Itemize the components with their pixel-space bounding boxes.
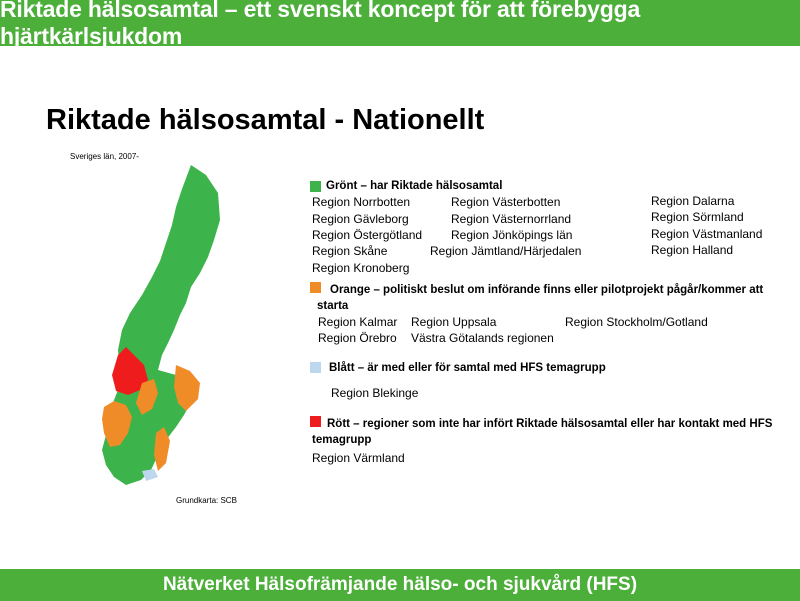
footer-banner: [0, 569, 800, 601]
region-name: Region Kalmar: [318, 315, 398, 329]
legend-red-label-cont: temagrupp: [312, 434, 372, 446]
slide-title: Riktade hälsosamtal - Nationellt: [46, 104, 485, 136]
region-name: Region Örebro: [318, 331, 397, 345]
sweden-map: [96, 165, 236, 505]
region-name: Region Västernorrland: [451, 212, 572, 226]
region-name: Region Norrbotten: [312, 195, 411, 209]
region-name: Region Blekinge: [331, 386, 419, 400]
legend-orange-label-cont: starta: [317, 300, 349, 312]
legend-orange-label: Orange – politiskt beslut om införande finns eller pilotprojekt pågår/kommer att: [330, 284, 764, 296]
region-name: Region Jönköpings län: [451, 228, 573, 242]
map-region-blekinge: [142, 469, 158, 481]
header-banner: [0, 0, 800, 49]
legend-green-swatch: [310, 181, 321, 192]
map-credit: Grundkarta: SCB: [176, 496, 237, 505]
region-name: Region Västerbotten: [451, 195, 561, 209]
region-name: Region Kronoberg: [312, 261, 410, 275]
region-name: Västra Götalands regionen: [411, 331, 554, 345]
legend-red-swatch: [310, 416, 321, 427]
region-name: Region Jämtland/Härjedalen: [430, 244, 582, 258]
region-name: Region Gävleborg: [312, 212, 409, 226]
region-name: Region Dalarna: [651, 194, 735, 208]
legend-green-label: Grönt – har Riktade hälsosamtal: [326, 180, 503, 192]
region-name: Region Värmland: [312, 451, 405, 465]
legend-orange-swatch: [310, 282, 321, 293]
legend-blue-swatch: [310, 362, 321, 373]
region-name: Region Uppsala: [411, 315, 497, 329]
region-name: Region Östergötland: [312, 228, 423, 242]
region-name: Region Västmanland: [651, 227, 763, 241]
map-caption: Sveriges län, 2007-: [70, 152, 139, 161]
region-name: Region Stockholm/Gotland: [565, 315, 708, 329]
region-name: Region Skåne: [312, 244, 388, 258]
legend-red-label: Rött – regioner som inte har infört Riktade hälsosamtal eller har kontakt med HFS: [327, 418, 773, 430]
region-name: Region Halland: [651, 243, 734, 257]
legend-blue-label: Blått – är med eller för samtal med HFS temagrupp: [329, 362, 606, 374]
header-title: Riktade hälsosamtal – ett svenskt koncept för att förebygga hjärtkärlsjukdom: [0, 0, 641, 49]
region-name: Region Sörmland: [651, 210, 744, 224]
footer-title: Nätverket Hälsofrämjande hälso- och sjukvård (HFS): [162, 574, 638, 595]
